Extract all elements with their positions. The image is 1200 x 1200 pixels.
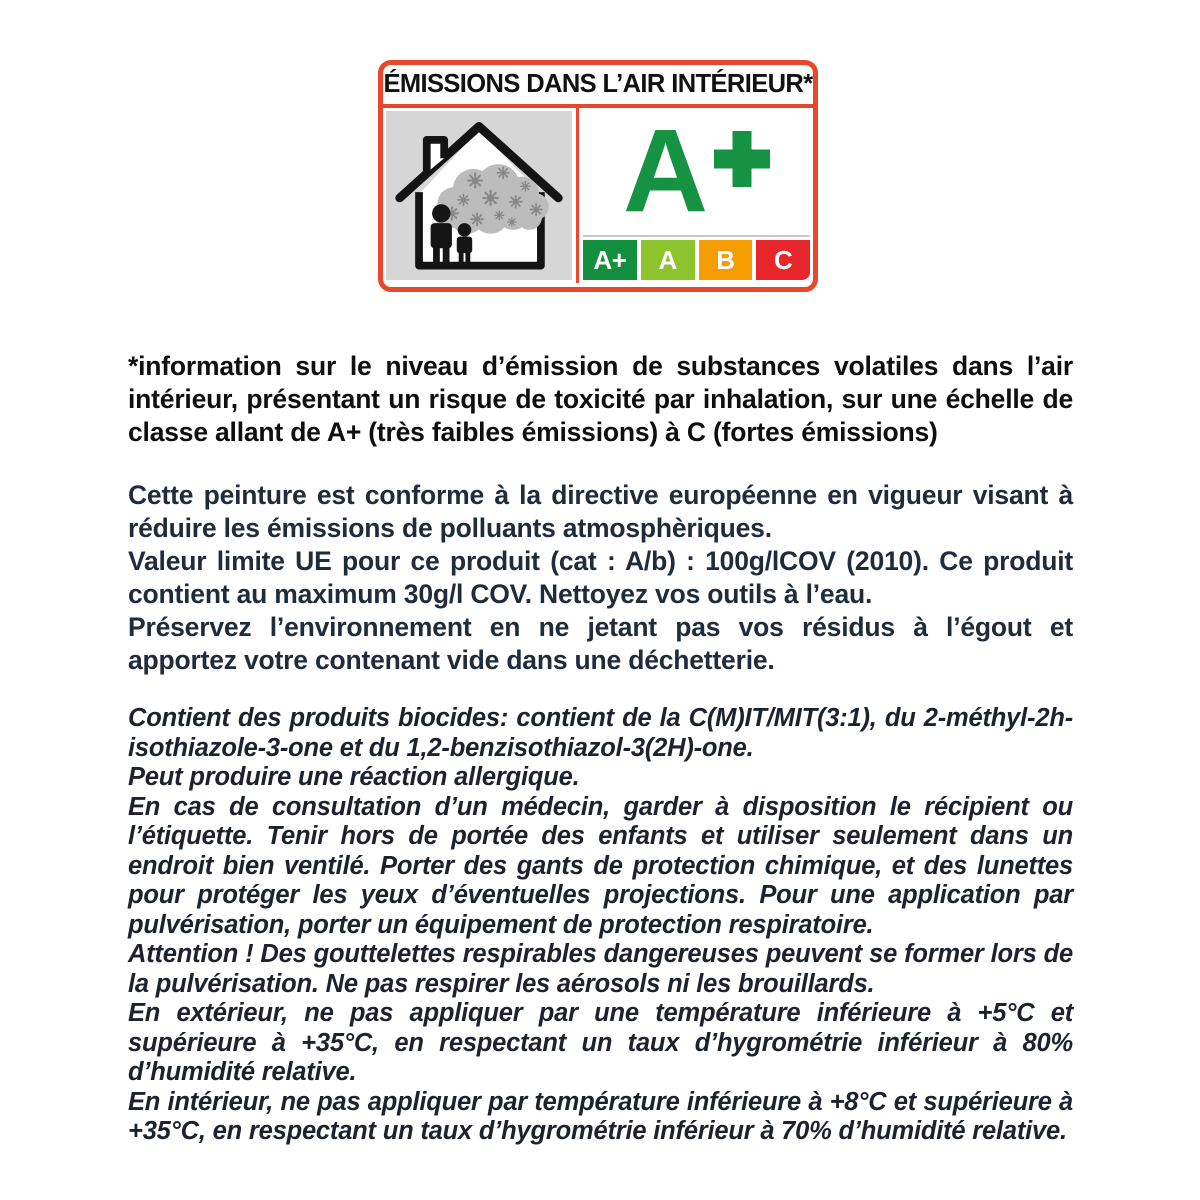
footnote-info: *information sur le niveau d’émission de substances volatiles dans l’air intérieur, présentant un risque de toxicité par inhalation, sur une échelle de classe allant de A+ (très faibles émissions) à C (fortes émissions) bbox=[128, 351, 1073, 447]
label-text-column bbox=[128, 350, 1073, 1147]
house-icon-svg bbox=[390, 112, 568, 280]
safety-text bbox=[128, 704, 1073, 1147]
rating-aplus-display bbox=[583, 104, 810, 237]
regulatory-paragraph-3: Préservez l’environnement en ne jetant pas vos résidus à l’égout et apportez votre contenant vide dans une déchetterie. bbox=[128, 612, 1073, 675]
regulatory-paragraph-1: Cette peinture est conforme à la directive européenne en vigueur visant à réduire les émissions de polluants atmosphèriques. bbox=[128, 480, 1073, 543]
emission-scale bbox=[583, 237, 810, 280]
regulatory-text bbox=[128, 479, 1073, 677]
house-pollution-icon bbox=[386, 111, 572, 280]
air-emissions-badge bbox=[378, 60, 818, 292]
safety-paragraph-6: En intérieur, ne pas appliquer par température inférieure à +8°C et supérieure à +35°C, en respectant un taux d’hygrométrie inférieur à 70% d’humidité relative. bbox=[128, 1087, 1073, 1145]
rating-plus-icon bbox=[714, 131, 770, 187]
safety-paragraph-2: Peut produire une réaction allergique. bbox=[128, 763, 580, 791]
badge-body bbox=[383, 104, 813, 283]
scale-cell-aplus: A+ bbox=[583, 240, 637, 280]
badge-title: ÉMISSIONS DANS L’AIR INTÉRIEUR* bbox=[383, 65, 813, 108]
rating-panel bbox=[583, 104, 810, 280]
red-vertical-divider bbox=[576, 108, 579, 283]
scale-cell-a: A bbox=[641, 240, 695, 280]
scale-cell-b: B bbox=[699, 240, 753, 280]
safety-paragraph-3: En cas de consultation d’un médecin, garder à disposition le récipient ou l’étiquette. Tenir hors de portée des enfants et utiliser seulement dans un endroit bien ventilé. Porter des gants de protection chimique, et des lunettes pour protéger les yeux d’éventuelles projections. Pour une application par pulvérisation, porter un équipement de protection respiratoire. bbox=[128, 792, 1073, 939]
safety-paragraph-1: Contient des produits biocides: contient de la C(M)IT/MIT(3:1), du 2-méthyl-2h-isothiazole-3-one et du 1,2-benzisothiazol-3(2H)-one. bbox=[128, 704, 1073, 762]
regulatory-paragraph-2: Valeur limite UE pour ce produit (cat : A/b) : 100g/lCOV (2010). Ce produit contient au maximum 30g/l COV. Nettoyez vos outils à l’eau. bbox=[128, 546, 1073, 609]
safety-paragraph-5: En extérieur, ne pas appliquer par une température inférieure à +5°C et supérieure à +35°C, en respectant un taux d’hygrométrie inférieur à 80% d’humidité relative. bbox=[128, 999, 1073, 1086]
safety-paragraph-4: Attention ! Des gouttelettes respirables dangereuses peuvent se former lors de la pulvérisation. Ne pas respirer les aérosols ni les brouillards. bbox=[128, 940, 1073, 998]
rating-letter: A bbox=[622, 104, 706, 237]
scale-cell-c: C bbox=[756, 240, 810, 280]
